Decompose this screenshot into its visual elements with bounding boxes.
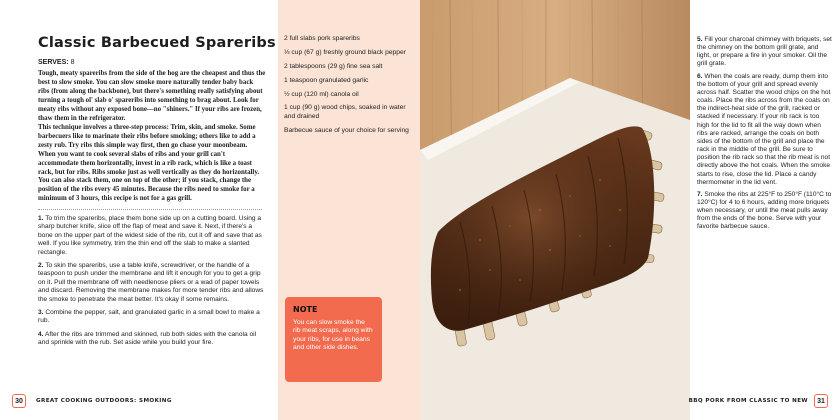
recipe-title: Classic Barbecued Spareribs bbox=[38, 35, 276, 51]
step-number: 2. bbox=[38, 262, 44, 270]
intro-paragraph: Tough, meaty spareribs from the side of the hog are the cheapest and thus the best to slow smoke. You can slow smoke more naturally tender baby back ribs (from along the backbone), but there's something really satisfying about turning a tough ol' slab o' spareribs into something to brag about. Look for meaty ribs without any exposed bone—no "shiners." If your ribs are frozen, thaw them in the refrigerator. bbox=[38, 70, 266, 122]
running-footer-right: BBQ PORK FROM CLASSIC TO NEW bbox=[688, 398, 808, 404]
ribs-photo bbox=[420, 0, 690, 420]
note-text: You can slow smoke the rib meat scraps, along with your ribs, for use in beans and other side dishes. bbox=[293, 319, 373, 352]
ingredient-item: 2 tablespoons (29 g) fine sea salt bbox=[284, 62, 383, 70]
step-text: Smoke the ribs at 225°F to 250°F (110°C to 120°C) for 4 to 6 hours, adding more briquets when necessary, or until the meat pulls away from the ends of the bone. Serve with your favorite barbecue sauce. bbox=[697, 190, 832, 231]
method-step bbox=[697, 191, 833, 232]
serves-line bbox=[38, 59, 74, 66]
method-step bbox=[697, 36, 833, 69]
intro-paragraph: This technique involves a three-step process: Trim, skin, and smoke. Some barbecuers like to marinate their ribs before smoking; others like to add a zesty rub. Try ribs this simple way first, then go chase your moonbeam. When you want to cook several slabs of ribs and your grill can't accommodate them horizontally, invest in a rib rack, which is like a toast rack, but for ribs. Ribs smoke just as well vertically as they do horizontally. You can also stack them, one on top of the other; if you stack, change the position of the ribs every 45 minutes. Because the ribs need to smoke for a minimum of 3 hours, this recipe is not for a gas grill. bbox=[38, 124, 260, 203]
method-step bbox=[38, 262, 268, 304]
ingredient-item: ½ cup (120 ml) canola oil bbox=[284, 90, 359, 98]
ingredient-item: 1 teaspoon granulated garlic bbox=[284, 76, 369, 84]
ingredient-item: Barbecue sauce of your choice for serving bbox=[284, 126, 409, 134]
running-footer-left: GREAT COOKING OUTDOORS: SMOKING bbox=[36, 398, 172, 404]
ingredient-item: ⅓ cup (67 g) freshly ground black pepper bbox=[284, 48, 406, 56]
step-text: Fill your charcoal chimney with briquets, set the chimney on the bottom grill grate, and light, or prepare a fire in your smoker. Oil the grill grate. bbox=[697, 36, 832, 68]
step-text: When the coals are ready, dump them into the bottom of your grill and spread evenly across half. Scatter the wood chips on the hot coals. Place the ribs across from the coals on the indirect-heat side of the grill, racked or stacked if necessary. If your rib rack is too high for the lid to fit all the way down when ribs are racked, arrange the coals on both sides of the bottom of the grill and place the rack in the middle of the grill. Be sure to position the rib rack so that the rib meat is not directly above the hot coals. When the smoke starts to rise, close the lid. Place a candy thermometer in the lid vent. bbox=[697, 72, 831, 186]
step-number: 6. bbox=[697, 72, 703, 80]
step-text: To trim the spareribs, place them bone side up on a cutting board. Using a sharp butcher knife, slice off the flap of meat and save it. Next, if there's a bone on the upper part of the widest side of the rib, cut it off and save that as well. If you like symmetry, trim the thin end off the slab to make a slanted rectangle. bbox=[38, 215, 262, 256]
section-divider bbox=[38, 209, 262, 210]
step-text: Combine the pepper, salt, and granulated garlic in a small bowl to make a rub. bbox=[38, 309, 260, 325]
method-steps-right bbox=[697, 36, 833, 236]
method-step bbox=[38, 309, 268, 326]
step-number: 5. bbox=[697, 36, 703, 43]
page-number-left: 30 bbox=[12, 394, 26, 408]
step-number: 7. bbox=[697, 190, 703, 198]
page-number-right: 31 bbox=[814, 394, 828, 408]
method-step bbox=[38, 215, 268, 257]
method-step bbox=[38, 331, 268, 348]
method-step bbox=[697, 73, 833, 187]
step-number: 1. bbox=[38, 215, 44, 222]
ingredients-list bbox=[284, 35, 414, 141]
method-steps-left bbox=[38, 215, 268, 353]
step-text: After the ribs are trimmed and skinned, rub both sides with the canola oil and sprinkle with the rub. Set aside while you build your fire. bbox=[38, 330, 257, 347]
ingredient-item: 1 cup (90 g) wood chips, soaked in water and drained bbox=[284, 104, 406, 120]
step-text: To skin the spareribs, use a table knife, screwdriver, or the handle of a teaspoon to push under the membrane and lift it enough for you to get a grip on it. Pull the membrane off with needlenose pliers or a wad of paper towels and discard. Removing the membrane makes for more tender ribs and allows the smoke to penetrate the meat better. It's okay if some remains. bbox=[38, 262, 264, 303]
step-number: 4. bbox=[38, 330, 44, 338]
note-title: NOTE bbox=[293, 305, 318, 314]
serves-value: 8 bbox=[70, 59, 75, 66]
step-number: 3. bbox=[38, 309, 44, 317]
note-box bbox=[285, 297, 382, 382]
serves-label: SERVES: bbox=[38, 59, 69, 66]
ingredient-item: 2 full slabs pork spareribs bbox=[284, 35, 360, 42]
